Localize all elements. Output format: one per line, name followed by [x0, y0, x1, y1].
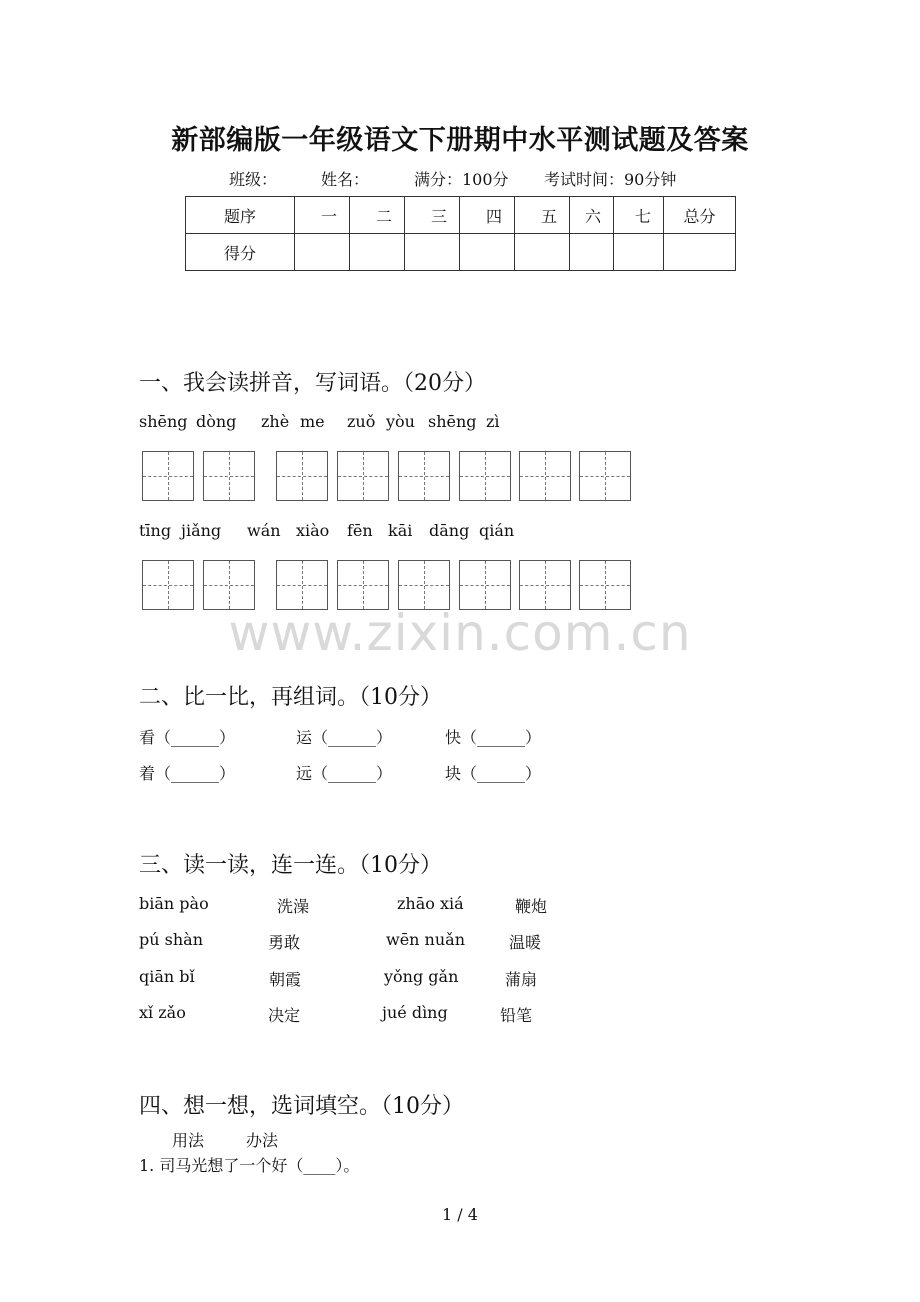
full-score: 满分：100分 — [414, 170, 509, 189]
score-cell[interactable] — [295, 234, 350, 271]
page-number: 1 / 4 — [442, 1205, 478, 1224]
match-pinyin[interactable]: xǐ zǎo — [139, 1003, 186, 1022]
score-table-header-row — [186, 197, 736, 234]
writing-grid-cell[interactable] — [398, 451, 450, 501]
name-label: 姓名： — [321, 170, 370, 189]
writing-grid-cell[interactable] — [337, 560, 389, 610]
writing-grid-cell[interactable] — [203, 560, 255, 610]
match-pinyin[interactable]: pú shàn — [139, 930, 203, 949]
section1-heading: 一、我会读拼音，写词语。（20分） — [139, 371, 486, 396]
score-col-4: 四 — [460, 197, 515, 234]
score-col-1: 一 — [295, 197, 350, 234]
writing-grid-cell[interactable] — [398, 560, 450, 610]
watermark: www.zixin.com.cn — [228, 604, 692, 662]
pinyin: dòng — [196, 412, 237, 431]
writing-grid-cell[interactable] — [579, 451, 631, 501]
section3-heading: 三、读一读，连一连。（10分） — [139, 853, 442, 878]
word-blank[interactable]: 块（______） — [445, 764, 542, 783]
pinyin: shēng — [428, 412, 477, 431]
pinyin: yòu — [386, 412, 415, 431]
score-col-total: 总分 — [664, 197, 736, 234]
match-word[interactable]: 铅笔 — [500, 1006, 533, 1025]
match-pinyin[interactable]: qiān bǐ — [139, 967, 195, 986]
writing-grid-cell[interactable] — [276, 451, 328, 501]
match-word[interactable]: 鞭炮 — [515, 897, 548, 916]
word-option: 用法 — [172, 1131, 205, 1150]
exam-time: 考试时间：90分钟 — [544, 170, 677, 189]
match-pinyin[interactable]: biān pào — [139, 894, 209, 913]
writing-grid-cell[interactable] — [203, 451, 255, 501]
section4-heading: 四、想一想，选词填空。（10分） — [139, 1094, 464, 1119]
match-pinyin[interactable]: jué dìng — [382, 1003, 448, 1022]
word-blank[interactable]: 快（______） — [445, 728, 542, 747]
writing-grid-cell[interactable] — [142, 560, 194, 610]
section2-heading: 二、比一比，再组词。（10分） — [139, 685, 442, 710]
pinyin: shēng — [139, 412, 188, 431]
score-col-2: 二 — [350, 197, 405, 234]
pinyin: jiǎng — [181, 521, 222, 540]
match-pinyin[interactable]: wēn nuǎn — [386, 930, 466, 949]
score-table — [185, 196, 736, 271]
score-col-5: 五 — [515, 197, 570, 234]
writing-grid-cell[interactable] — [519, 451, 571, 501]
score-cell[interactable] — [614, 234, 664, 271]
match-word[interactable]: 勇敢 — [268, 933, 301, 952]
match-pinyin[interactable]: yǒng gǎn — [384, 967, 459, 986]
match-word[interactable]: 温暖 — [509, 933, 542, 952]
word-blank[interactable]: 看（______） — [139, 728, 236, 747]
word-option: 办法 — [246, 1131, 279, 1150]
pinyin: qián — [479, 521, 515, 540]
score-col-6: 六 — [570, 197, 614, 234]
word-blank[interactable]: 着（______） — [139, 764, 236, 783]
score-table-row-label: 得分 — [186, 234, 295, 271]
match-word[interactable]: 朝霞 — [269, 970, 302, 989]
score-cell[interactable] — [460, 234, 515, 271]
pinyin: zuǒ — [347, 412, 376, 431]
pinyin: dāng — [429, 521, 470, 540]
word-blank[interactable]: 运（______） — [296, 728, 393, 747]
writing-grid-cell[interactable] — [459, 560, 511, 610]
word-blank[interactable]: 远（______） — [296, 764, 393, 783]
writing-grid-cell[interactable] — [579, 560, 631, 610]
score-col-7: 七 — [614, 197, 664, 234]
score-col-3: 三 — [405, 197, 460, 234]
score-table-header-label: 题序 — [186, 197, 295, 234]
pinyin: wán — [247, 521, 281, 540]
match-word[interactable]: 洗澡 — [277, 897, 310, 916]
writing-grid-cell[interactable] — [459, 451, 511, 501]
pinyin: fēn — [347, 521, 373, 540]
question-1[interactable]: 1. 司马光想了一个好（____）。 — [139, 1156, 360, 1175]
score-cell[interactable] — [515, 234, 570, 271]
class-label: 班级： — [229, 170, 278, 189]
writing-grid-cell[interactable] — [337, 451, 389, 501]
match-word[interactable]: 蒲扇 — [505, 970, 538, 989]
score-cell[interactable] — [664, 234, 736, 271]
score-table-score-row — [186, 234, 736, 271]
match-pinyin[interactable]: zhāo xiá — [397, 894, 464, 913]
score-cell[interactable] — [350, 234, 405, 271]
writing-grid-cell[interactable] — [276, 560, 328, 610]
match-word[interactable]: 决定 — [268, 1006, 301, 1025]
writing-grid-cell[interactable] — [142, 451, 194, 501]
pinyin: kāi — [388, 521, 413, 540]
page-title: 新部编版一年级语文下册期中水平测试题及答案 — [171, 125, 749, 156]
pinyin: zì — [486, 412, 500, 431]
pinyin: xiào — [296, 521, 330, 540]
writing-grid-cell[interactable] — [519, 560, 571, 610]
score-cell[interactable] — [570, 234, 614, 271]
pinyin: me — [300, 412, 325, 431]
pinyin: tīng — [139, 521, 172, 540]
score-cell[interactable] — [405, 234, 460, 271]
pinyin: zhè — [261, 412, 290, 431]
